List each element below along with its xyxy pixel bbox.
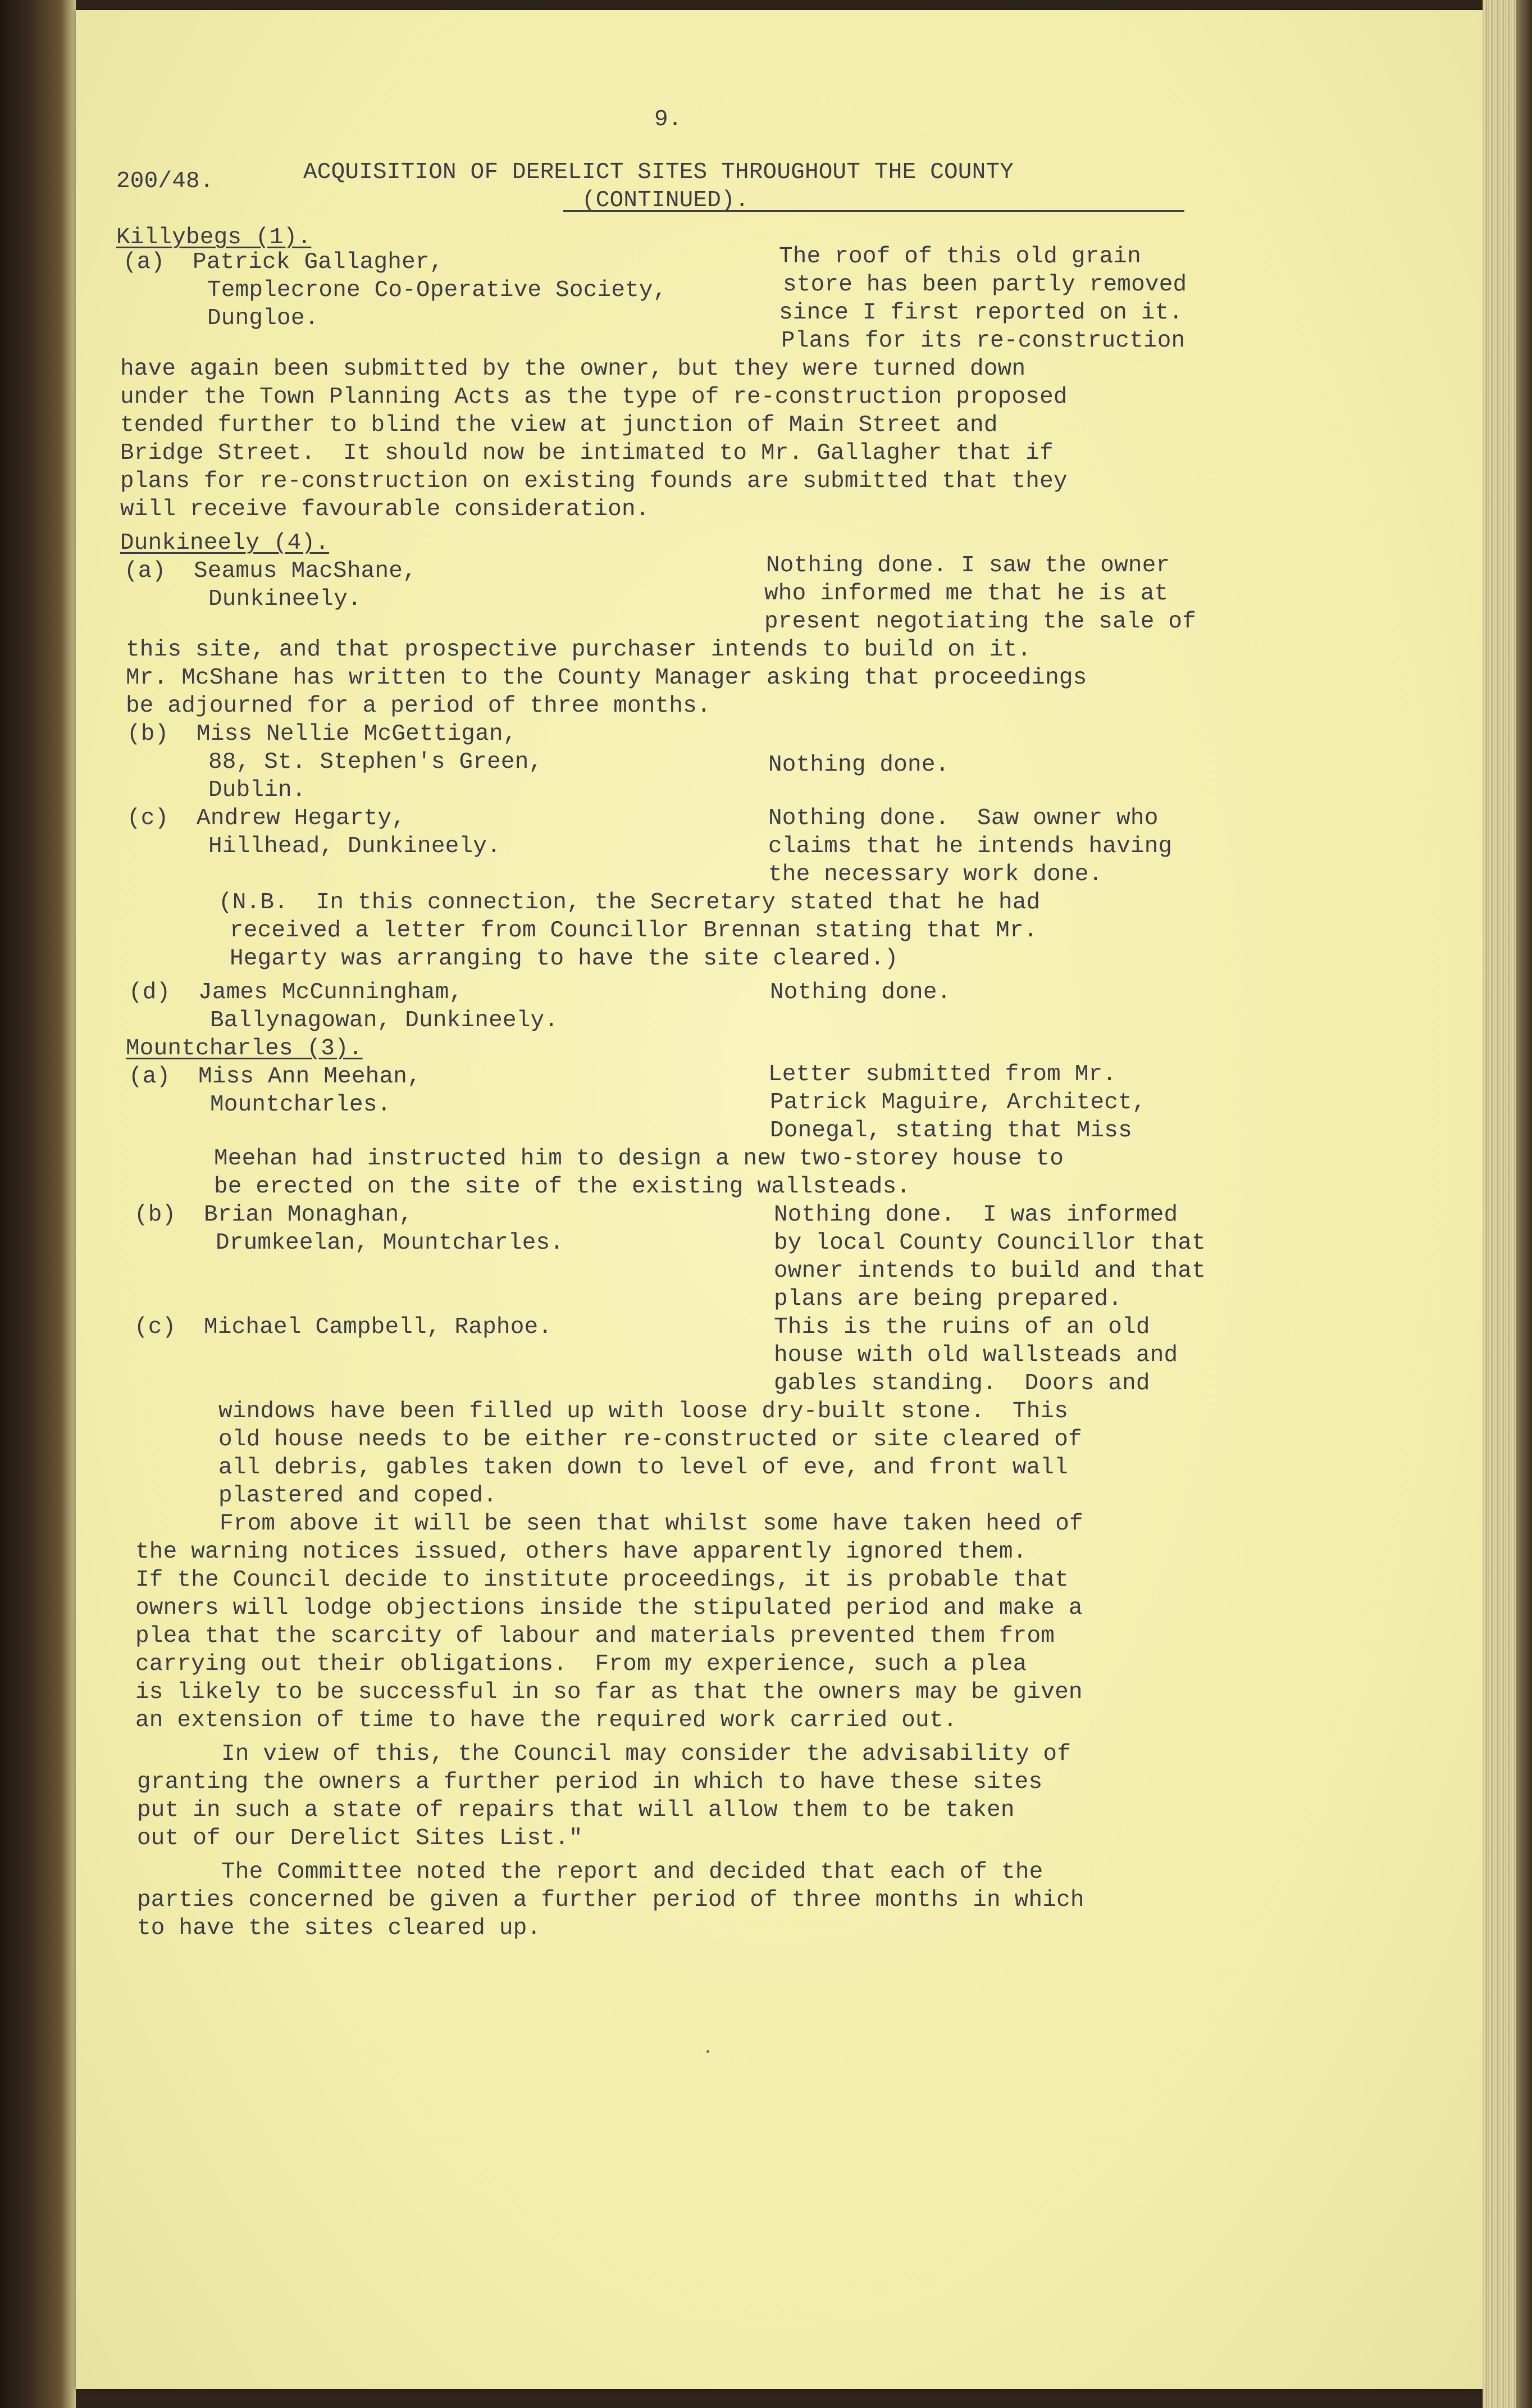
- entry-remark: the necessary work done.: [768, 862, 1103, 887]
- entry-name: (d) James McCunningham,: [129, 980, 463, 1005]
- closing-line: out of our Derelict Sites List.": [137, 1826, 583, 1851]
- body-line: windows have been filled up with loose dry-built stone. This: [218, 1399, 1069, 1424]
- entry-remark: Nothing done. I was informed: [774, 1202, 1178, 1228]
- body-line: under the Town Planning Acts as the type of re-construction proposed: [120, 384, 1068, 410]
- entry-address: Drumkeelan, Mountcharles.: [216, 1230, 564, 1256]
- closing-line: put in such a state of repairs that will allow them to be taken: [137, 1797, 1015, 1823]
- entry-name: (a) Seamus MacShane,: [124, 558, 417, 584]
- entry-remark: Nothing done.: [770, 980, 951, 1005]
- note-line: (N.B. In this connection, the Secretary stated that he had: [218, 890, 1041, 916]
- entry-name: (c) Michael Campbell, Raphoe.: [134, 1314, 553, 1340]
- entry-address: 88, St. Stephen's Green,: [208, 749, 543, 775]
- body-line: Bridge Street. It should now be intimated to Mr. Gallagher that if: [120, 440, 1054, 466]
- body-line: all debris, gables taken down to level of eve, and front wall: [218, 1455, 1069, 1481]
- closing-line: carrying out their obligations. From my experience, such a plea: [135, 1651, 1027, 1677]
- body-line: plans for re-construction on existing founds are submitted that they: [120, 468, 1068, 494]
- closing-line: an extension of time to have the required work carried out.: [135, 1708, 957, 1733]
- entry-remark: Letter submitted from Mr.: [768, 1062, 1117, 1087]
- closing-line: owners will lodge objections inside the stipulated period and make a: [135, 1595, 1083, 1621]
- section-heading-mountcharles: Mountcharles (3).: [126, 1036, 363, 1062]
- entry-name: (a) Miss Ann Meehan,: [129, 1064, 421, 1090]
- closing-line: the warning notices issued, others have apparently ignored them.: [135, 1539, 1027, 1565]
- closing-line: to have the sites cleared up.: [137, 1915, 541, 1941]
- entry-remark: who informed me that he is at: [764, 581, 1169, 607]
- entry-remark: Patrick Maguire, Architect,: [770, 1090, 1146, 1116]
- entry-address: Ballynagowan, Dunkineely.: [210, 1008, 559, 1034]
- entry-address: Hillhead, Dunkineely.: [208, 834, 501, 859]
- stray-mark: [706, 2050, 709, 2053]
- entry-address: Dunkineely.: [208, 586, 362, 612]
- closing-line: The Committee noted the report and decided that each of the: [221, 1859, 1043, 1885]
- book-spine: [0, 0, 76, 2408]
- entry-remark: This is the ruins of an old: [774, 1314, 1150, 1340]
- entry-remark: gables standing. Doors and: [774, 1371, 1150, 1396]
- entry-remark: by local County Councillor that: [774, 1230, 1206, 1256]
- entry-remark: The roof of this old grain: [779, 244, 1141, 270]
- body-line: tended further to blind the view at junction of Main Street and: [120, 412, 998, 438]
- entry-address: Templecrone Co-Operative Society,: [207, 277, 667, 303]
- entry-remark: owner intends to build and that: [774, 1258, 1206, 1284]
- entry-remark: store has been partly removed: [783, 272, 1187, 298]
- entry-remark: Nothing done.: [768, 752, 950, 778]
- body-line: Meehan had instructed him to design a new two-storey house to: [214, 1146, 1064, 1172]
- header-underline: [563, 210, 1184, 212]
- body-line: plastered and coped.: [218, 1483, 498, 1509]
- closing-line: granting the owners a further period in which to have these sites: [137, 1769, 1043, 1795]
- entry-remark: Nothing done. I saw the owner: [766, 553, 1170, 579]
- minute-ref: 200/48.: [116, 169, 214, 194]
- closing-line: plea that the scarcity of labour and materials prevented them from: [135, 1623, 1055, 1649]
- body-line: be adjourned for a period of three months.: [126, 693, 711, 719]
- header-continued: (CONTINUED).: [582, 188, 749, 213]
- entry-address: Dungloe.: [207, 306, 319, 331]
- entry-remark: Plans for its re-construction: [781, 328, 1186, 354]
- entry-remark: since I first reported on it.: [779, 300, 1183, 326]
- body-line: Mr. McShane has written to the County Manager asking that proceedings: [126, 665, 1087, 691]
- entry-name: (b) Miss Nellie McGettigan,: [127, 721, 517, 747]
- entry-address: Mountcharles.: [210, 1092, 391, 1118]
- entry-remark: Donegal, stating that Miss: [770, 1118, 1132, 1144]
- body-line: be erected on the site of the existing wallsteads.: [214, 1174, 911, 1200]
- book-cover-edge: [1516, 0, 1532, 2408]
- entry-name: (a) Patrick Gallagher,: [123, 249, 444, 275]
- entry-name: (b) Brian Monaghan,: [134, 1202, 413, 1228]
- body-line: this site, and that prospective purchaser intends to build on it.: [126, 637, 1032, 663]
- entry-remark: Nothing done. Saw owner who: [768, 805, 1159, 831]
- entry-name: (c) Andrew Hegarty,: [127, 805, 406, 831]
- closing-line: is likely to be successful in so far as that the owners may be given: [135, 1679, 1083, 1705]
- closing-line: parties concerned be given a further period of three months in which: [137, 1887, 1084, 1913]
- body-line: will receive favourable consideration.: [120, 497, 650, 522]
- body-line: old house needs to be either re-constructed or site cleared of: [218, 1427, 1082, 1453]
- body-line: have again been submitted by the owner, but they were turned down: [120, 356, 1026, 382]
- page-number: 9.: [654, 107, 682, 133]
- entry-remark: plans are being prepared.: [774, 1286, 1123, 1312]
- section-heading-dunkineely: Dunkineely (4).: [120, 530, 330, 556]
- closing-line: In view of this, the Council may consider the advisability of: [221, 1741, 1072, 1767]
- entry-address: Dublin.: [208, 777, 306, 803]
- entry-remark: house with old wallsteads and: [774, 1342, 1178, 1368]
- header-title: ACQUISITION OF DERELICT SITES THROUGHOUT THE COUNTY: [303, 160, 1014, 185]
- section-heading-killybegs: Killybegs (1).: [116, 225, 312, 251]
- closing-line: If the Council decide to institute proceedings, it is probable that: [135, 1567, 1069, 1593]
- note-line: Hegarty was arranging to have the site cleared.): [230, 946, 899, 972]
- entry-remark: present negotiating the sale of: [764, 609, 1196, 635]
- note-line: received a letter from Councillor Brennan stating that Mr.: [230, 918, 1038, 944]
- entry-remark: claims that he intends having: [768, 834, 1173, 859]
- closing-line: From above it will be seen that whilst some have taken heed of: [220, 1511, 1083, 1537]
